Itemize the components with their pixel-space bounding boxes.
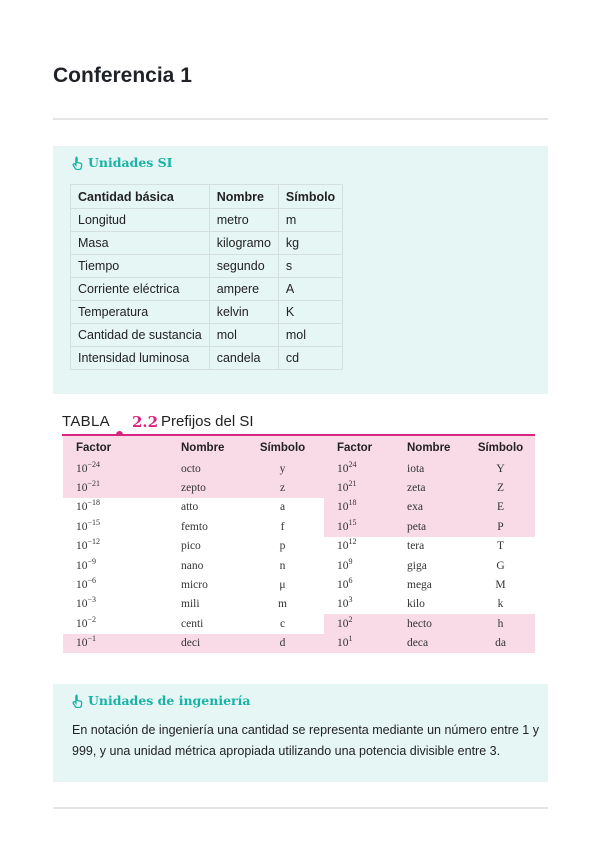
- divider: [53, 807, 548, 809]
- page-title: Conferencia 1: [53, 64, 192, 87]
- symbol-cell: E: [466, 498, 535, 517]
- factor-cell: $10^3$: [337, 595, 353, 611]
- table-cell: Longitud: [71, 209, 210, 232]
- table-row: [63, 556, 535, 575]
- factor-cell: $10^2$: [324, 614, 394, 633]
- symbol-cell: da: [466, 634, 535, 653]
- hand-pointer-icon: [72, 156, 84, 170]
- divider: [53, 118, 548, 120]
- hand-pointer-icon: [72, 694, 84, 708]
- table-cell: Masa: [71, 232, 210, 255]
- symbol-cell: n: [279, 559, 286, 572]
- name-cell: peta: [394, 517, 466, 536]
- symbol-cell: c: [279, 617, 286, 630]
- engineering-units-callout-title: Unidades de ingeniería: [88, 693, 251, 708]
- table-cell: s: [278, 255, 342, 278]
- symbol-cell: m: [278, 598, 287, 611]
- column-header: Factor: [63, 436, 168, 459]
- name-cell: zeta: [394, 478, 466, 497]
- table-row: [63, 634, 535, 653]
- si-units-table: [70, 184, 343, 370]
- symbol-cell: d: [241, 634, 324, 653]
- table-row: [71, 324, 343, 347]
- symbol-cell: k: [497, 598, 504, 611]
- name-cell: zepto: [168, 478, 241, 497]
- factor-cell: $10^{-24}$: [63, 459, 168, 478]
- symbol-cell: P: [466, 517, 535, 536]
- name-cell: iota: [394, 459, 466, 478]
- table-cell: kg: [278, 232, 342, 255]
- name-cell: mega: [407, 579, 432, 592]
- symbol-cell: Y: [466, 459, 535, 478]
- factor-cell: $10^{-21}$: [63, 478, 168, 497]
- table-cell: ampere: [209, 278, 278, 301]
- table-cell: candela: [209, 347, 278, 370]
- table-cell: metro: [209, 209, 278, 232]
- table-cell: A: [278, 278, 342, 301]
- name-cell: nano: [181, 559, 204, 572]
- caption-title: Prefijos del SI: [161, 413, 254, 430]
- column-header: Símbolo: [241, 436, 324, 459]
- name-cell: octo: [168, 459, 241, 478]
- table-cell: segundo: [209, 255, 278, 278]
- name-cell: atto: [181, 501, 199, 514]
- si-units-callout-title: Unidades SI: [88, 155, 173, 170]
- column-header: Símbolo: [278, 185, 342, 209]
- factor-cell: $10^{-18}$: [76, 498, 101, 514]
- name-cell: pico: [181, 540, 201, 553]
- caption-number: 2.2: [132, 413, 159, 431]
- symbol-cell: G: [496, 559, 505, 572]
- factor-cell: $10^{-9}$: [76, 556, 97, 572]
- engineering-units-callout: [53, 684, 548, 782]
- table-cell: Tiempo: [71, 255, 210, 278]
- table-cell: cd: [278, 347, 342, 370]
- name-cell: centi: [181, 617, 204, 630]
- name-cell: giga: [407, 559, 427, 572]
- table-header-row: [71, 185, 343, 209]
- symbol-cell: z: [241, 478, 324, 497]
- table-cell: kelvin: [209, 301, 278, 324]
- table-cell: mol: [209, 324, 278, 347]
- column-header: Nombre: [168, 436, 241, 459]
- symbol-cell: μ: [279, 579, 286, 592]
- name-cell: deci: [168, 634, 241, 653]
- prefix-table: [63, 436, 535, 653]
- table-row: [63, 459, 535, 478]
- table-row: [63, 595, 535, 614]
- table-cell: Cantidad de sustancia: [71, 324, 210, 347]
- table-row: [63, 614, 535, 633]
- table-cell: mol: [278, 324, 342, 347]
- name-cell: hecto: [394, 614, 466, 633]
- prefix-table-caption: [62, 413, 535, 435]
- table-row: [71, 278, 343, 301]
- factor-cell: $10^6$: [337, 576, 353, 592]
- factor-cell: $10^{-2}$: [76, 614, 97, 630]
- symbol-cell: y: [241, 459, 324, 478]
- table-cell: Intensidad luminosa: [71, 347, 210, 370]
- symbol-cell: a: [279, 501, 286, 514]
- column-header: Factor: [324, 436, 394, 459]
- symbol-cell: f: [280, 520, 285, 533]
- name-cell: kilo: [407, 598, 425, 611]
- si-units-callout-header: [72, 155, 173, 170]
- table-cell: K: [278, 301, 342, 324]
- factor-cell: $10^{24}$: [324, 459, 394, 478]
- table-row: [63, 575, 535, 594]
- table-row: [71, 301, 343, 324]
- factor-cell: $10^1$: [324, 634, 394, 653]
- factor-cell: $10^{21}$: [324, 478, 394, 497]
- symbol-cell: Z: [466, 478, 535, 497]
- factor-cell: $10^{-3}$: [76, 595, 97, 611]
- table-row: [71, 209, 343, 232]
- name-cell: tera: [407, 540, 425, 553]
- table-cell: m: [278, 209, 342, 232]
- table-row: [63, 517, 535, 536]
- symbol-cell: T: [496, 540, 505, 553]
- symbol-cell: p: [279, 540, 286, 553]
- factor-cell: $10^{-1}$: [63, 634, 168, 653]
- table-row: [71, 347, 343, 370]
- symbol-cell: M: [495, 579, 506, 592]
- name-cell: femto: [181, 520, 208, 533]
- table-row: [63, 537, 535, 556]
- engineering-units-text: En notación de ingeniería una cantidad se representa mediante un número entre 1 y 999, y una unidad métrica apropiada utilizando una potencia divisible entre 3.: [72, 723, 539, 758]
- table-cell: Corriente eléctrica: [71, 278, 210, 301]
- table-header-row: [63, 436, 535, 459]
- table-row: [71, 255, 343, 278]
- table-row: [63, 498, 535, 517]
- factor-cell: $10^{12}$: [337, 537, 357, 553]
- name-cell: mili: [181, 598, 200, 611]
- column-header: Símbolo: [466, 436, 535, 459]
- table-cell: Temperatura: [71, 301, 210, 324]
- factor-cell: $10^9$: [337, 556, 353, 572]
- column-header: Nombre: [394, 436, 466, 459]
- factor-cell: $10^{-12}$: [76, 537, 101, 553]
- factor-cell: $10^{18}$: [324, 498, 394, 517]
- column-header: Cantidad básica: [71, 185, 210, 209]
- name-cell: micro: [181, 579, 208, 592]
- factor-cell: $10^{-15}$: [76, 517, 101, 533]
- name-cell: exa: [394, 498, 466, 517]
- name-cell: deca: [394, 634, 466, 653]
- symbol-cell: h: [466, 614, 535, 633]
- factor-cell: $10^{-6}$: [76, 576, 97, 592]
- column-header: Nombre: [209, 185, 278, 209]
- table-cell: kilogramo: [209, 232, 278, 255]
- caption-word: TABLA: [62, 413, 110, 430]
- engineering-units-callout-header: [72, 693, 250, 708]
- table-row: [71, 232, 343, 255]
- factor-cell: $10^{15}$: [324, 517, 394, 536]
- table-row: [63, 478, 535, 497]
